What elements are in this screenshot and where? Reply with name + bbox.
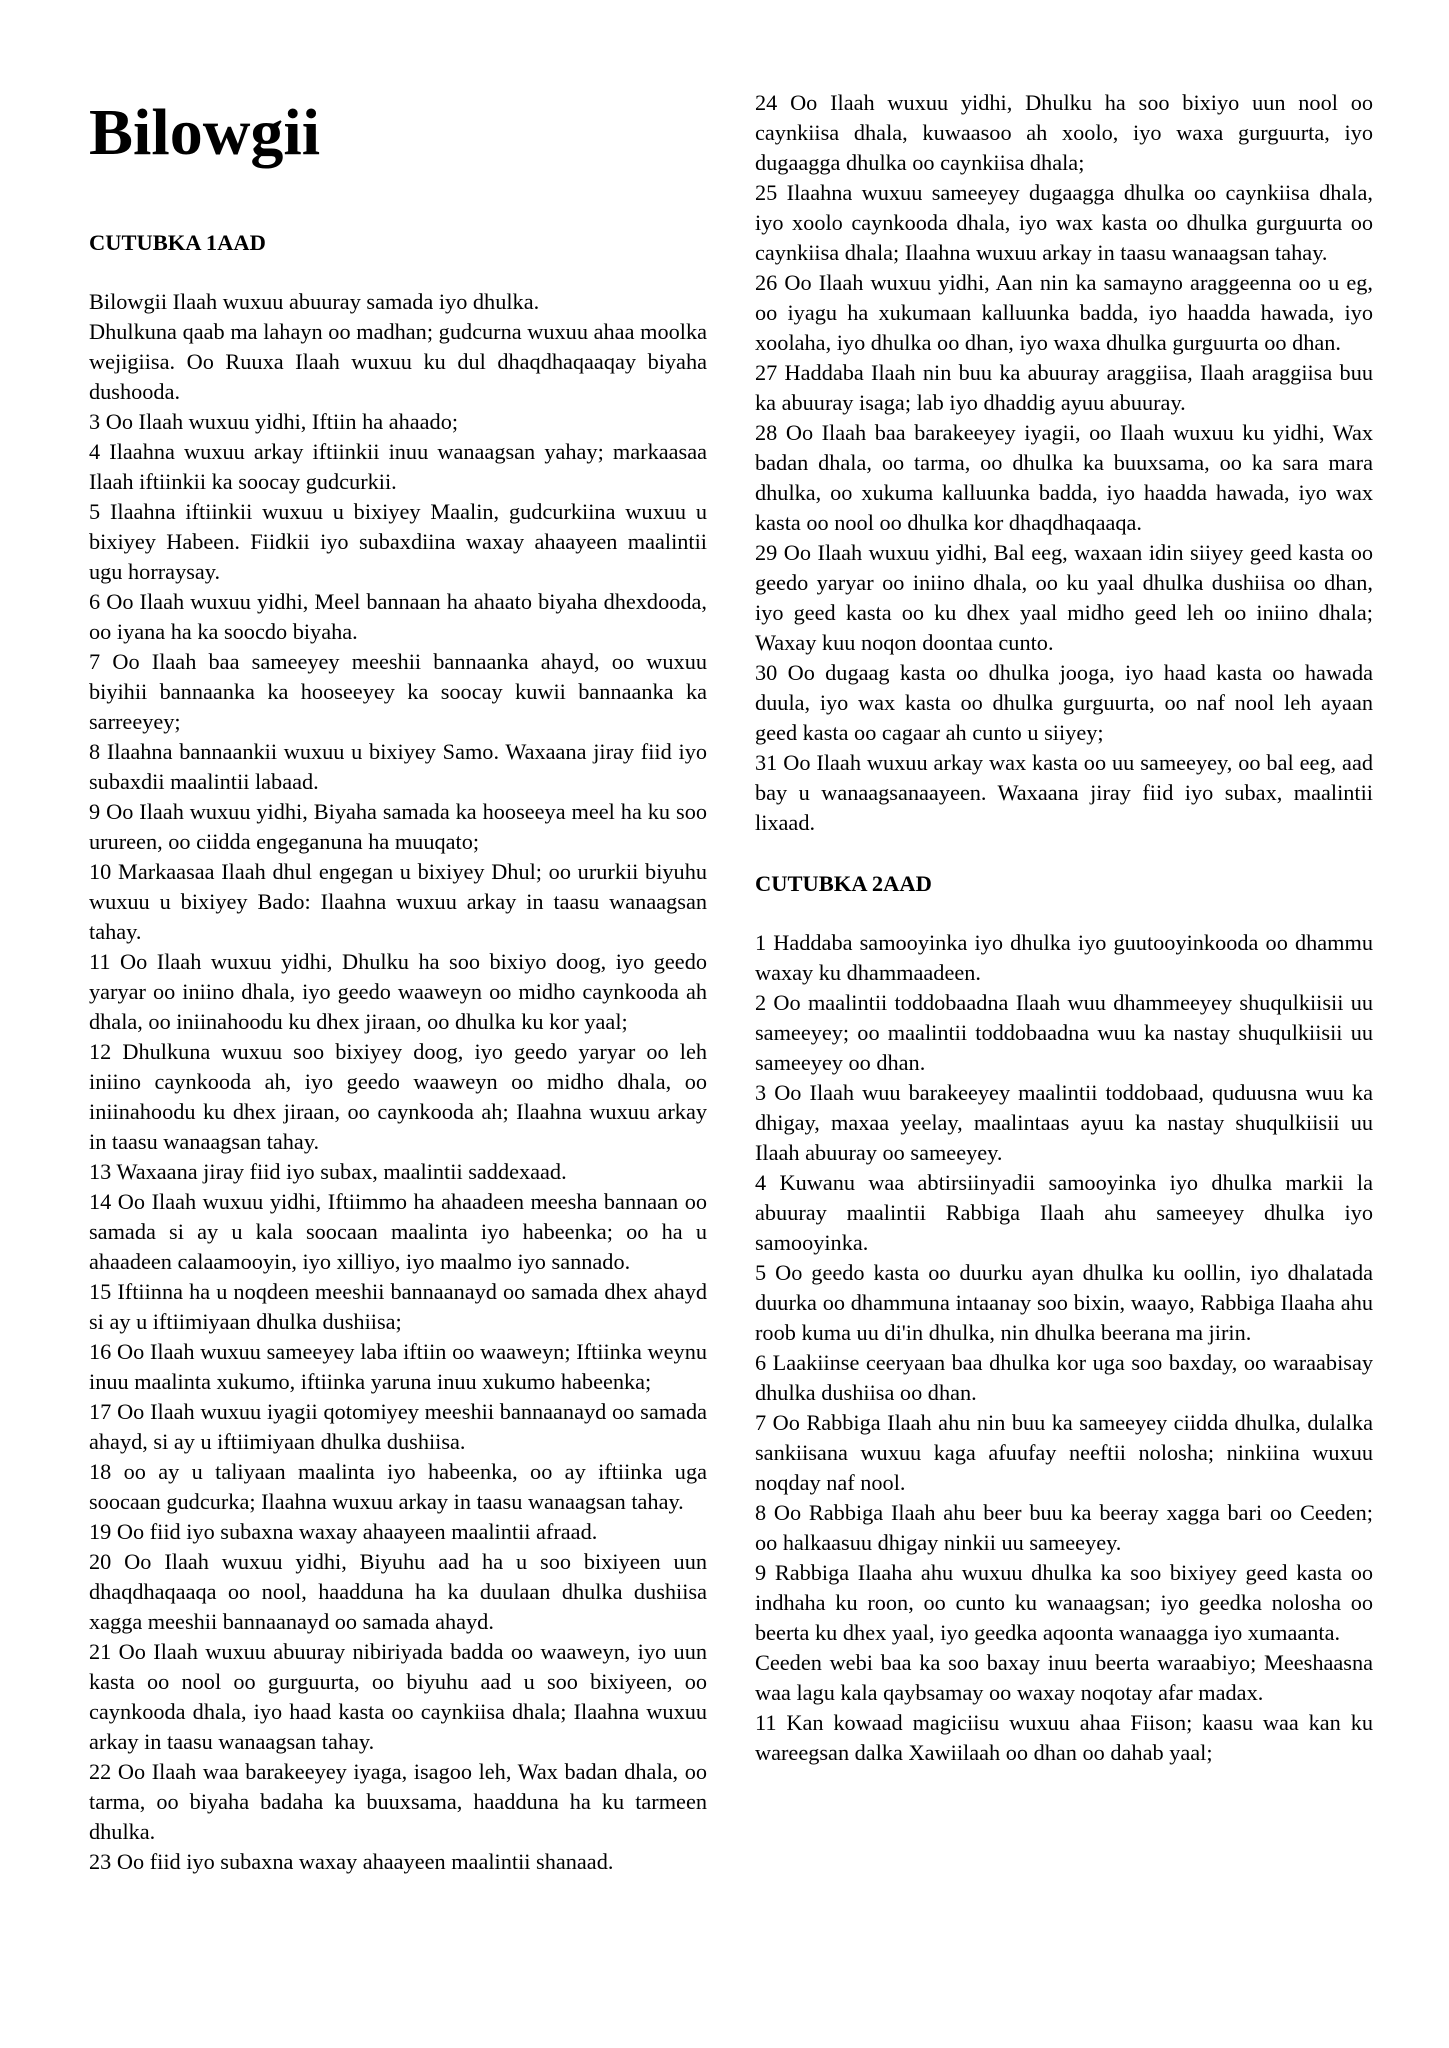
verse: 8 Ilaahna bannaankii wuxuu u bixiyey Samo. Waxaana jiray fiid iyo subaxdii maalintii labaad. bbox=[89, 739, 707, 794]
verse: 9 Oo Ilaah wuxuu yidhi, Biyaha samada ka hooseeya meel ha ku soo urureen, oo ciidda engeganuna ha muuqato; bbox=[89, 799, 707, 854]
verse: 25 Ilaahna wuxuu sameeyey dugaagga dhulka oo caynkiisa dhala, iyo xoolo caynkooda dhala, iyo wax kasta oo dhulka gurguurta oo caynkiisa dhala; Ilaahna wuxuu arkay in taasu wanaagsan tahay. bbox=[755, 180, 1373, 265]
verse: Ceeden webi baa ka soo baxay inuu beerta waraabiyo; Meeshaasna waa lagu kala qaybsamay oo waxay noqotay afar madax. bbox=[755, 1650, 1373, 1705]
verse: 7 Oo Ilaah baa sameeyey meeshii bannaanka ahayd, oo wuxuu biyihii bannaanka ka hooseeyey ka soocay kuwii bannaanka ka sarreeyey; bbox=[89, 649, 707, 734]
verse: 20 Oo Ilaah wuxuu yidhi, Biyuhu aad ha u soo bixiyeen uun dhaqdhaqaaqa oo nool, haadduna ha ka duulaan dhulka dushiisa xagga meeshii bannaanayd oo samada ahayd. bbox=[89, 1549, 707, 1634]
verse: 6 Laakiinse ceeryaan baa dhulka kor uga soo baxday, oo waraabisay dhulka dushiisa oo dhan. bbox=[755, 1350, 1373, 1405]
verse: Dhulkuna qaab ma lahayn oo madhan; gudcurna wuxuu ahaa moolka wejigiisa. Oo Ruuxa Ilaah wuxuu ku dul dhaqdhaqaaqay biyaha dushooda. bbox=[89, 319, 707, 404]
verse: 11 Kan kowaad magiciisu wuxuu ahaa Fiison; kaasu waa kan ku wareegsan dalka Xawiilaah oo dhan oo dahab yaal; bbox=[755, 1710, 1373, 1765]
verse: 27 Haddaba Ilaah nin buu ka abuuray araggiisa, Ilaah araggiisa buu ka abuuray isaga; lab iyo dhaddig ayuu abuuray. bbox=[755, 360, 1373, 415]
verse: 6 Oo Ilaah wuxuu yidhi, Meel bannaan ha ahaato biyaha dhexdooda, oo iyana ha ka soocdo biyaha. bbox=[89, 589, 707, 644]
verse: 7 Oo Rabbiga Ilaah ahu nin buu ka sameeyey ciidda dhulka, dulalka sankiisana wuxuu kaga afuufay neeftii nolosha; ninkiina wuxuu noqday naf nool. bbox=[755, 1410, 1373, 1495]
chapter-1-verses-right bbox=[755, 88, 1373, 838]
chapter-heading-1: CUTUBKA 1AAD bbox=[89, 230, 266, 255]
verse: 2 Oo maalintii toddobaadna Ilaah wuu dhammeeyey shuqulkiisii uu sameeyey; oo maalintii toddobaadna wuu ka nastay shuqulkiisii uu sameeyey oo dhan. bbox=[755, 990, 1373, 1075]
verse: 15 Iftiinna ha u noqdeen meeshii bannaanayd oo samada dhex ahayd si ay u iftiimiyaan dhulka dushiisa; bbox=[89, 1279, 707, 1334]
verse: 17 Oo Ilaah wuxuu iyagii qotomiyey meeshii bannaanayd oo samada ahayd, si ay u iftiimiyaan dhulka dushiisa. bbox=[89, 1399, 707, 1454]
verse: 5 Ilaahna iftiinkii wuxuu u bixiyey Maalin, gudcurkiina wuxuu u bixiyey Habeen. Fiidkii iyo subaxdiina waxay ahaayeen maalintii ugu horraysay. bbox=[89, 499, 707, 584]
verse: 19 Oo fiid iyo subaxna waxay ahaayeen maalintii afraad. bbox=[89, 1519, 598, 1544]
verse: 3 Oo Ilaah wuu barakeeyey maalintii toddobaad, quduusna wuu ka dhigay, maxaa yeelay, maalintaas ayuu ka nastay shuqulkiisii uu Ilaah abuuray oo sameeyey. bbox=[755, 1080, 1373, 1165]
verse: 23 Oo fiid iyo subaxna waxay ahaayeen maalintii shanaad. bbox=[89, 1849, 614, 1874]
verse: 22 Oo Ilaah waa barakeeyey iyaga, isagoo leh, Wax badan dhala, oo tarma, oo biyaha badaha ka buuxsama, haadduna ha ku tarmeen dhulka. bbox=[89, 1759, 707, 1844]
verse: 1 Haddaba samooyinka iyo dhulka iyo guutooyinkooda oo dhammu waxay ku dhammaadeen. bbox=[755, 930, 1373, 985]
verse: 29 Oo Ilaah wuxuu yidhi, Bal eeg, waxaan idin siiyey geed kasta oo geedo yaryar oo iniino dhala, oo ku yaal dhulka dushiisa oo dhan, iyo geed kasta oo ku dhex yaal midho geed leh oo iniino dhala; Waxay kuu noqon doontaa cunto. bbox=[755, 540, 1373, 655]
verse: 26 Oo Ilaah wuxuu yidhi, Aan nin ka samayno araggeenna oo u eg, oo iyagu ha xukumaan kalluunka badda, iyo haadda hawada, iyo xoolaha, iyo dhulka oo dhan, iyo waxa dhulka gurguurta oo dhan. bbox=[755, 270, 1373, 355]
left-column bbox=[89, 88, 707, 1877]
verse: 16 Oo Ilaah wuxuu sameeyey laba iftiin oo waaweyn; Iftiinka weynu inuu maalinta xukumo, iftiinka yaruna inuu xukumo habeenka; bbox=[89, 1339, 707, 1394]
verse: 30 Oo dugaag kasta oo dhulka jooga, iyo haad kasta oo hawada duula, iyo wax kasta oo dhulka gurguurta, oo naf nool leh ayaan geed kasta oo cagaar ah cunto u siiyey; bbox=[755, 660, 1373, 745]
verse: 8 Oo Rabbiga Ilaah ahu beer buu ka beeray xagga bari oo Ceeden; oo halkaasuu dhigay ninkii uu sameeyey. bbox=[755, 1500, 1373, 1555]
verse: 14 Oo Ilaah wuxuu yidhi, Iftiimmo ha ahaadeen meesha bannaan oo samada si ay u kala soocaan maalinta iyo habeenka; oo ha u ahaadeen calaamooyin, iyo xilliyo, iyo maalmo iyo sannado. bbox=[89, 1189, 707, 1274]
verse: 5 Oo geedo kasta oo duurku ayan dhulka ku oollin, iyo dhalatada duurka oo dhammuna intaanay soo bixin, waayo, Rabbiga Ilaaha ahu roob kuma uu di'in dhulka, nin dhulka beerana ma jirin. bbox=[755, 1260, 1373, 1345]
verse: 4 Ilaahna wuxuu arkay iftiinkii inuu wanaagsan yahay; markaasaa Ilaah iftiinkii ka soocay gudcurkii. bbox=[89, 439, 707, 494]
verse: 28 Oo Ilaah baa barakeeyey iyagii, oo Ilaah wuxuu ku yidhi, Wax badan dhala, oo tarma, oo dhulka ka buuxsama, oo ka sara mara dhulka, oo xukuma kalluunka badda, iyo haadda hawada, iyo wax kasta oo nool oo dhulka kor dhaqdhaqaaqa. bbox=[755, 420, 1373, 535]
verse: 11 Oo Ilaah wuxuu yidhi, Dhulku ha soo bixiyo doog, iyo geedo yaryar oo iniino dhala, iyo geedo waaweyn oo midho caynkooda ah dhala, oo iniinahoodu ku dhex jiraan, oo dhulka ku kor yaal; bbox=[89, 949, 707, 1034]
verse: 18 oo ay u taliyaan maalinta iyo habeenka, oo ay iftiinka uga soocaan gudcurka; Ilaahna wuxuu arkay in taasu wanaagsan tahay. bbox=[89, 1459, 707, 1514]
verse: 21 Oo Ilaah wuxuu abuuray nibiriyada badda oo waaweyn, iyo uun kasta oo nool oo gurguurta, oo biyuhu aad u soo bixiyeen, oo caynkooda dhala, iyo haad kasta oo caynkiisa dhala; Ilaahna wuxuu arkay in taasu wanaagsan tahay. bbox=[89, 1639, 707, 1754]
verse: 13 Waxaana jiray fiid iyo subax, maalintii saddexaad. bbox=[89, 1159, 567, 1184]
verse: 24 Oo Ilaah wuxuu yidhi, Dhulku ha soo bixiyo uun nool oo caynkiisa dhala, kuwaasoo ah xoolo, iyo waxa gurguurta, iyo dugaagga dhulka oo caynkiisa dhala; bbox=[755, 90, 1373, 175]
chapter-1-verses-left bbox=[89, 287, 707, 1877]
verse: 4 Kuwanu waa abtirsiinyadii samooyinka iyo dhulka markii la abuuray maalintii Rabbiga Ilaah ahu sameeyey dhulka iyo samooyinka. bbox=[755, 1170, 1373, 1255]
verse: 3 Oo Ilaah wuxuu yidhi, Iftiin ha ahaado; bbox=[89, 409, 459, 434]
chapter-2-verses bbox=[755, 928, 1373, 1768]
verse: Bilowgii Ilaah wuxuu abuuray samada iyo dhulka. bbox=[89, 289, 540, 314]
book-title: Bilowgii bbox=[89, 96, 321, 169]
right-column bbox=[755, 88, 1373, 1768]
verse: 31 Oo Ilaah wuxuu arkay wax kasta oo uu sameeyey, oo bal eeg, aad bay u wanaagsanaayeen. Waxaana jiray fiid iyo subax, maalintii lixaad. bbox=[755, 750, 1373, 835]
verse: 12 Dhulkuna wuxuu soo bixiyey doog, iyo geedo yaryar oo leh iniino caynkooda ah, iyo geedo waaweyn oo midho dhala, oo iniinahoodu ku dhex jiraan, oo caynkooda ah; Ilaahna wuxuu arkay in taasu wanaagsan tahay. bbox=[89, 1039, 707, 1154]
verse: 10 Markaasaa Ilaah dhul engegan u bixiyey Dhul; oo ururkii biyuhu wuxuu u bixiyey Bado: Ilaahna wuxuu arkay in taasu wanaagsan tahay. bbox=[89, 859, 707, 944]
chapter-heading-2: CUTUBKA 2AAD bbox=[755, 871, 932, 896]
verse: 9 Rabbiga Ilaaha ahu wuxuu dhulka ka soo bixiyey geed kasta oo indhaha ku roon, oo cunto ku wanaagsan; iyo geedka nolosha oo beerta ku dhex yaal, iyo geedka aqoonta wanaagga iyo xumaanta. bbox=[755, 1560, 1373, 1645]
